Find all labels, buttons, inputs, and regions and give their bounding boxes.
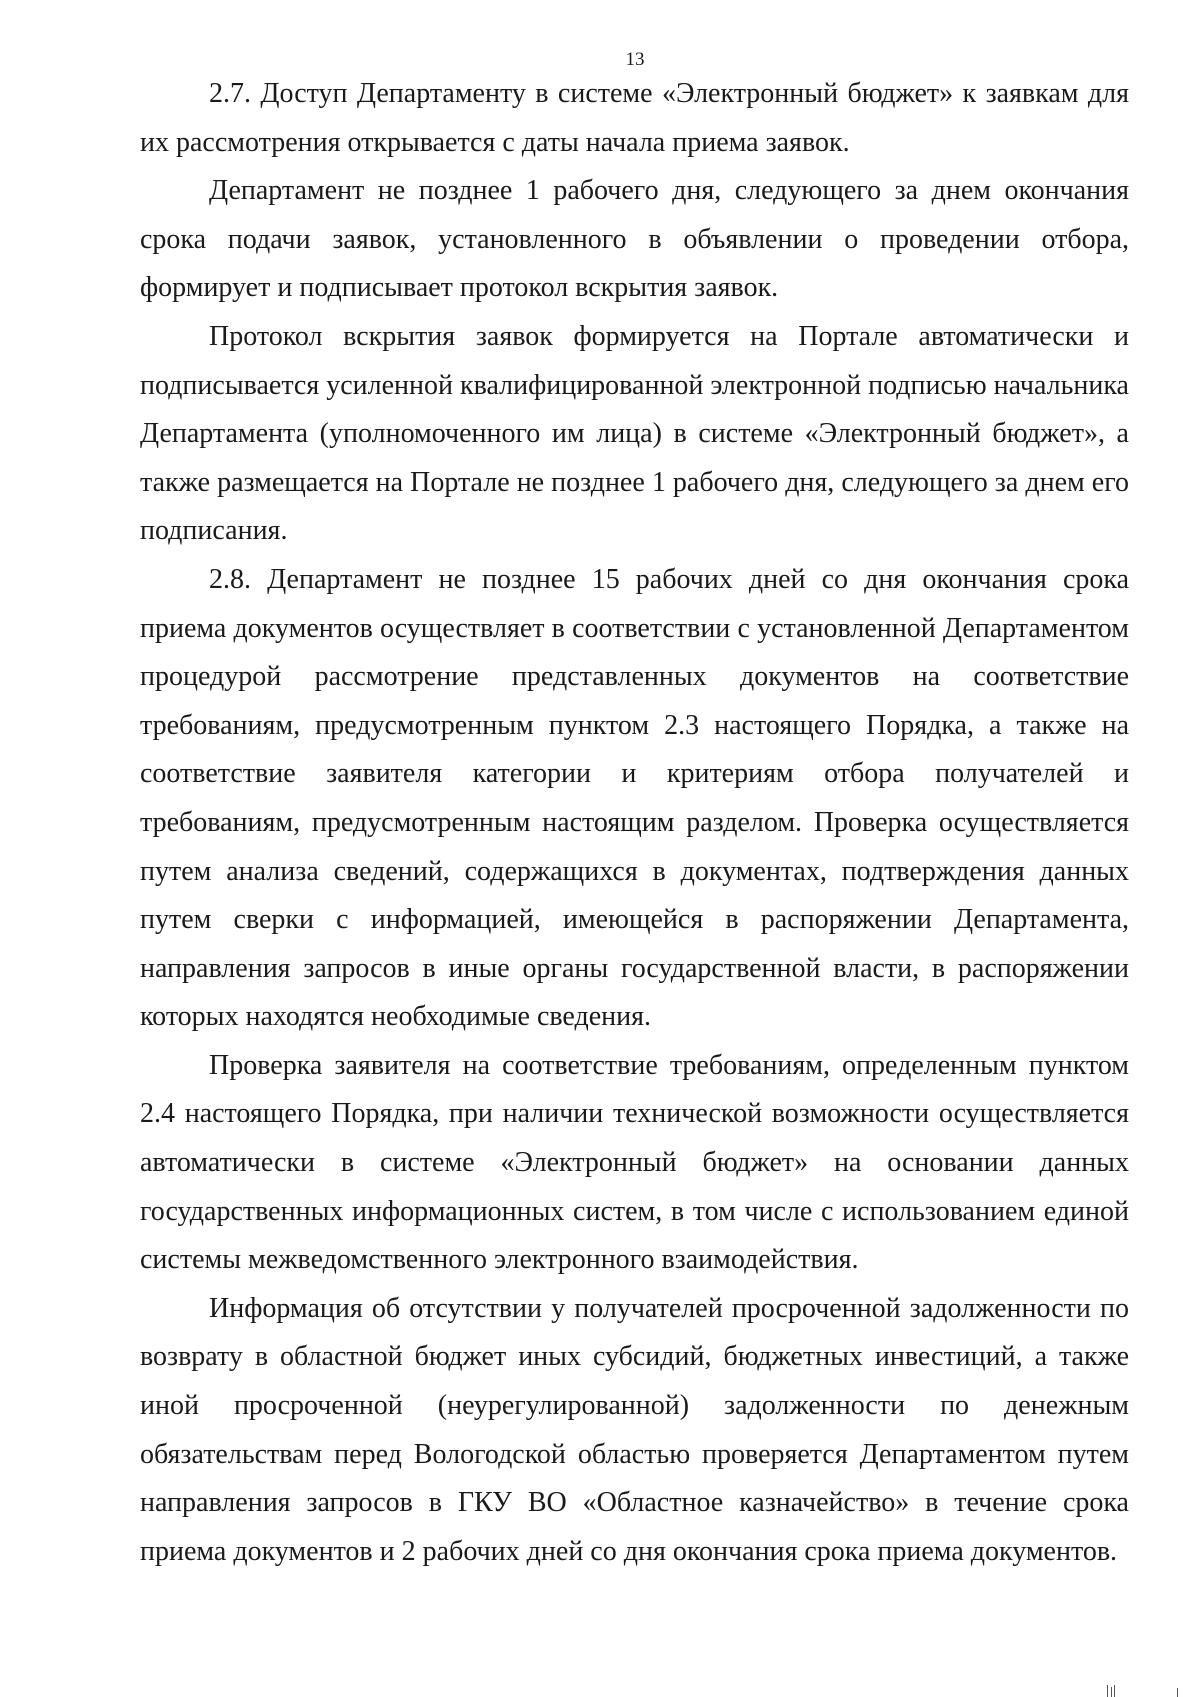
scan-mark [1111,1687,1112,1697]
scan-mark [1107,1685,1108,1697]
paragraph-debt-information: Информация об отсутствии у получателей просроченной задолженности по возврату в областной бюджет иных субсидий, бюджетных инвестиций, а также иной просроченной (неурегулированной) задолженности по денежным обязательствам перед Вологодской областью проверяется Департаментом путем направления запросов в ГКУ ВО «Областное казначейство» в течение срока приема документов и 2 рабочих дней со дня окончания срока приема документов. [140,1292,1129,1567]
scan-mark [1114,1685,1115,1697]
scan-mark [1177,1688,1178,1697]
paragraph-2-7: 2.7. Доступ Департаменту в системе «Электронный бюджет» к заявкам для их рассмотрения открывается с даты начала приема заявок. [140,78,1129,158]
paragraph-applicant-check: Проверка заявителя на соответствие требованиям, определенным пунктом 2.4 настоящего Порядка, при наличии технической возможности осуществляется автоматически в системе «Электронный бюджет» на основании данных государственных информационных систем, в том числе с использованием единой системы межведомственного электронного взаимодействия. [140,1049,1129,1276]
paragraph-protocol-signing: Протокол вскрытия заявок формируется на Портале автоматически и подписывается усиленной квалифицированной электронной подписью начальника Департамента (уполномоченного им лица) в системе «Электронный бюджет», а также размещается на Портале не позднее 1 рабочего дня, следующего за днем его подписания. [140,320,1129,547]
page-number: 13 [625,49,645,70]
paragraph-2-8: 2.8. Департамент не позднее 15 рабочих дней со дня окончания срока приема документов осуществляет в соответствии с установленной Департаментом процедурой рассмотрение представленных документов на соответствие требованиям, предусмотренным пунктом 2.3 настоящего Порядка, а также на соответствие заявителя категории и критериям отбора получателей и требованиям, предусмотренным настоящим разделом. Проверка осуществляется путем анализа сведений, содержащихся в документах, подтверждения данных путем сверки с информацией, имеющейся в распоряжении Департамента, направления запросов в иные органы государственной власти, в распоряжении которых находятся необходимые сведения. [140,563,1129,1033]
paragraph-protocol-deadline: Департамент не позднее 1 рабочего дня, следующего за днем окончания срока подачи заявок, установленного в объявлении о проведении отбора, формирует и подписывает протокол вскрытия заявок. [140,175,1129,304]
document-body [140,70,1129,1576]
